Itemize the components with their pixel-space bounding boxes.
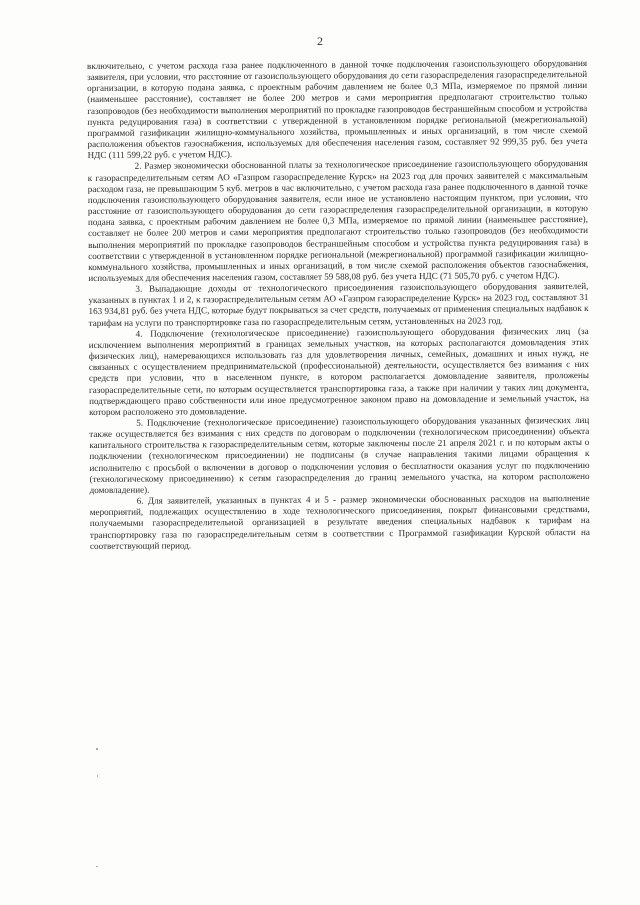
paragraph-5: 5. Подключение (технологическое присоединение) газоиспользующего оборудования указанных физических лиц также осуществляется без взимания с них средств по договорам о подключении (технологическом присоединении) объекта капитального строительства к газораспределительным сетям, которые заключены после 21 апреля 2021 г. и по которым акты о подключении (технологическом присоединении) не подписаны (в случае направления такими лицами обращения к исполнителю с просьбой о включении в договор о подключении условия о бесплатности оказания услуг по подключению (технологическому присоединению) к сетям газораспределения до границ земельного участка, на котором расположено домовладение). [89, 414, 590, 495]
scan-speck [97, 775, 98, 777]
document-body [87, 58, 590, 552]
paragraph-2: 2. Размер экономически обоснованной платы за технологическое присоединение газоиспользующего оборудования к газораспределительным сетям АО «Газпром газораспределение Курск» на 2023 год для прочих заявителей с максимальным расходом газа, не превышающим 5 куб. метров в час включительно, с учетом расхода газа ранее подключенного в данной точке подключения газоиспользующего оборудования заявителя, если иное не установлено настоящим пунктом, при условии, что расстояние от газоиспользующего оборудования до сети газораспределения газораспределительной организации, в которую подана заявка, с проектным рабочим давлением не более 0,3 МПа, измеряемое по прямой линии (наименьшее расстояние), составляет не более 200 метров и сами мероприятия предполагают строительство только газопроводов (без необходимости выполнения мероприятий по прокладке газопроводов бестраншейным способом и устройства пункта редуцирования газа) в соответствии с утвержденной в установленном порядке региональной (межрегиональной) программой газификации жилищно-коммунального хозяйства, промышленных и иных организаций, в том числе схемой расположения объектов газоснабжения, используемых для обеспечения населения газом, составляет 59 588,08 руб. без учета НДС (71 505,70 руб. с учетом НДС). [87, 158, 589, 283]
scan-speck [96, 866, 98, 867]
paragraph-4: 4. Подключение (технологическое присоединение) газоиспользующего оборудования физических лиц (за исключением выполнения мероприятий в границах земельных участков, на которых располагаются домовладения этих физических лиц), намеревающихся использовать газ для удовлетворения личных, семейных, домашних и иных нужд, не связанных с осуществлением предпринимательской (профессиональной) деятельности, осуществляется без взимания с них средств при условии, что в населенном пункте, в котором располагается домовладение заявителя, проложены газораспределительные сети, по которым осуществляется транспортировка газа, а также при наличии у таких лиц документа, подтверждающего право собственности или иное предусмотренное законом право на домовладение и земельный участок, на котором расположено это домовладение. [88, 325, 590, 417]
paragraph-6: 6. Для заявителей, указанных в пунктах 4 и 5 - размер экономически обоснованных расходов на выполнение мероприятий, подлежащих осуществлению в ходе технологического присоединения, покрыт финансовыми средствами, получаемыми газораспределительной организацией в результате введения специальных надбавок к тарифам на транспортировку газа по газораспределительным сетям в соответствии с Программой газификации Курской области на соответствующий период. [89, 493, 590, 551]
scan-speck [96, 748, 98, 750]
paragraph-3: 3. Выпадающие доходы от технологического присоединения газоиспользующего оборудования заявителей, указанных в пунктах 1 и 2, к газораспределительным сетям АО «Газпром газораспределение Курск» на 2023 год, составляют 31 163 934,81 руб. без учета НДС, которые будут покрываться за счет средств, получаемых от применения специальных надбавок к тарифам на услуги по транспортировке газа по газораспределительным сетям, установленных на 2023 год. [88, 281, 589, 328]
paragraph-continuation: включительно, с учетом расхода газа ранее подключенного в данной точке подключения газоиспользующего оборудования заявителя, при условии, что расстояние от газоиспользующего оборудования до сети газораспределения газораспределительной организации, в которую подана заявка, с проектным рабочим давлением не более 0,3 МПа, измеряемое по прямой линии (наименьшее расстояние), составляет не более 200 метров и сами мероприятия предполагают строительство только газопроводов (без необходимости выполнения мероприятий по прокладке газопроводов бестраншейным способом и устройства пункта редуцирования газа) в соответствии с утвержденной в установленном порядке региональной (межрегиональной) программой газификации жилищно-коммунального хозяйства, промышленных и иных организаций, в том числе схемой расположения объектов газоснабжения, используемых для обеспечения населения газом, составляет 92 999,35 руб. без учета НДС (111 599,22 руб. с учетом НДС). [87, 57, 588, 161]
page-number: 2 [317, 34, 323, 48]
